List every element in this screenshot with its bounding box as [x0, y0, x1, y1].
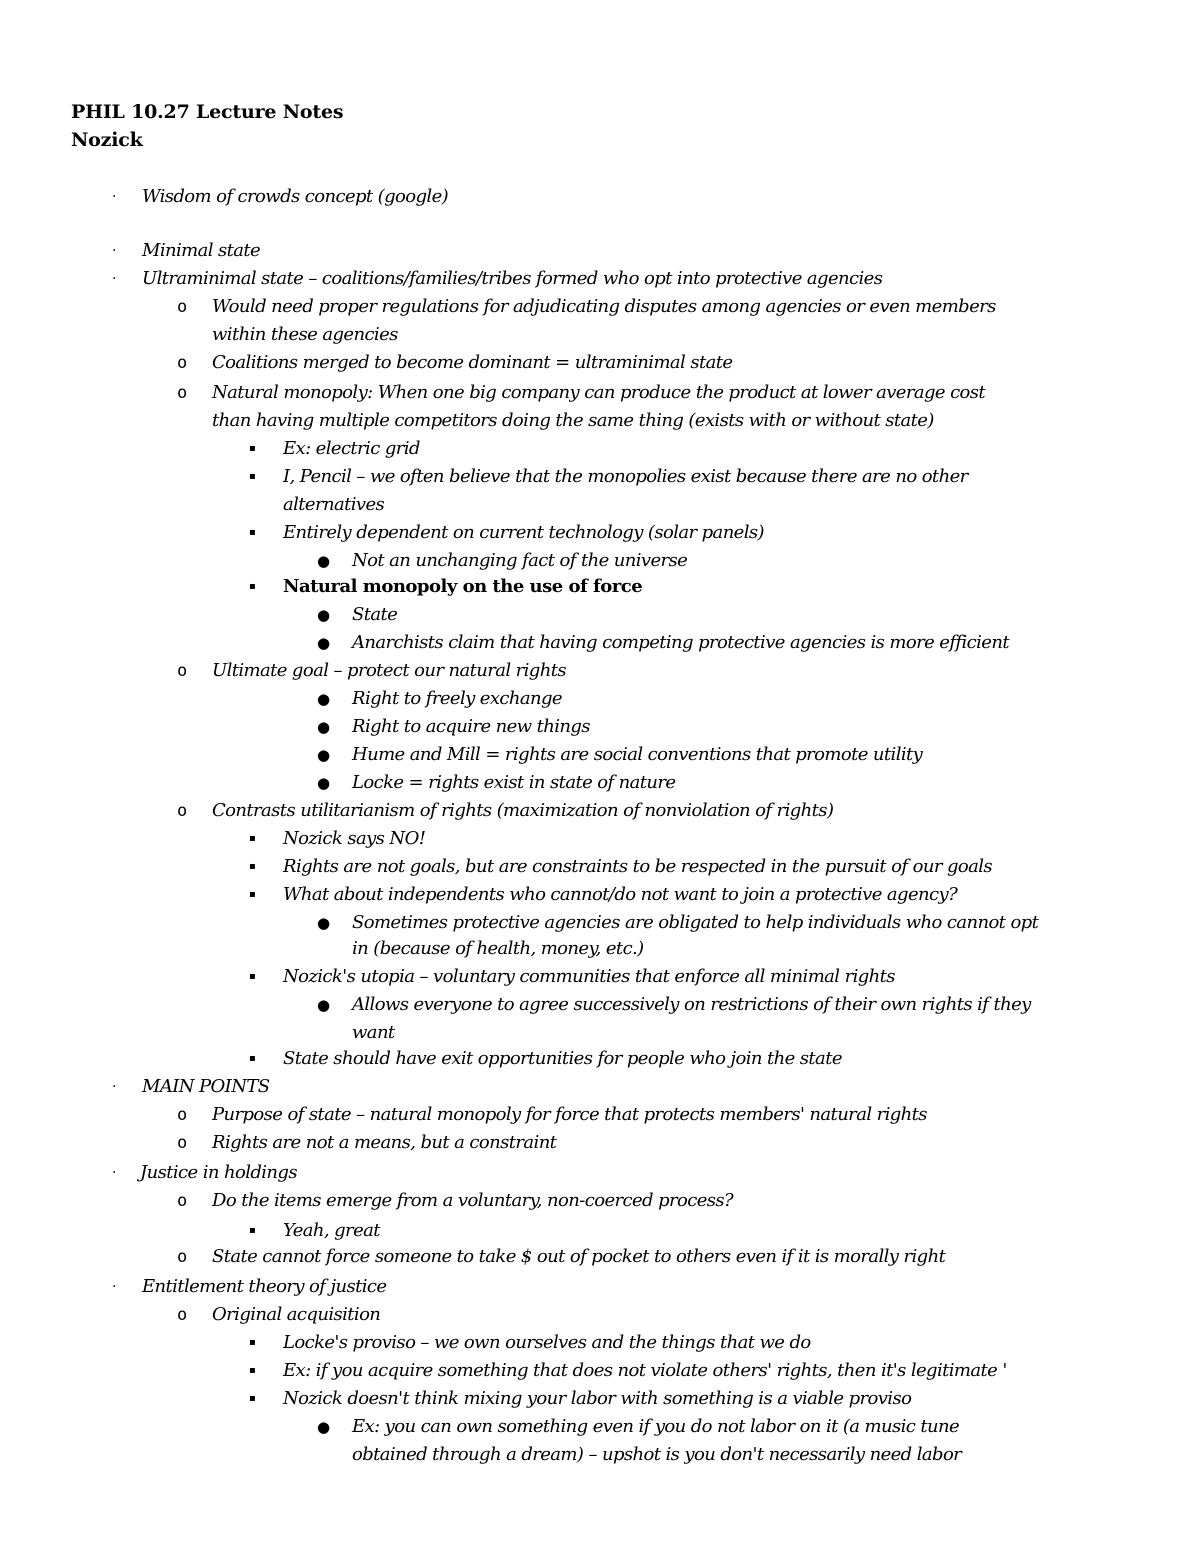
note-line: Locke's proviso – we own ourselves and the things that we do — [283, 1332, 811, 1353]
note-line: Nozick's utopia – voluntary communities that enforce all minimal rights — [283, 966, 895, 987]
note-line: Entitlement theory of justice — [142, 1276, 387, 1297]
sub-bullet-marker: o — [177, 1105, 188, 1125]
sub-bullet-marker: o — [177, 1247, 188, 1267]
round-bullet-marker: ● — [317, 996, 331, 1014]
note-line: MAIN POINTS — [142, 1076, 270, 1097]
round-bullet-marker: ● — [317, 914, 331, 932]
square-bullet-marker: ▪ — [249, 1053, 256, 1064]
square-bullet-marker: ▪ — [249, 1393, 256, 1404]
note-line: State — [352, 604, 398, 625]
square-bullet-marker: ▪ — [249, 527, 256, 538]
note-line: Ex: if you acquire something that does not violate others' rights, then it's legitimate ' — [283, 1360, 1007, 1381]
bullet-marker: · — [112, 1279, 117, 1295]
bullet-marker: · — [112, 189, 117, 205]
note-line: than having multiple competitors doing the same thing (exists with or without state) — [212, 410, 934, 431]
note-line: Coalitions merged to become dominant = ultraminimal state — [212, 352, 733, 373]
note-line: Ex: you can own something even if you do not labor on it (a music tune — [352, 1416, 960, 1437]
note-line: obtained through a dream) – upshot is you don't necessarily need labor — [352, 1444, 962, 1465]
bullet-marker: · — [112, 1079, 117, 1095]
note-line: Ultimate goal – protect our natural rights — [212, 660, 566, 681]
note-line: Wisdom of crowds concept (google) — [142, 186, 449, 207]
note-line: Yeah, great — [283, 1220, 380, 1241]
document-title: PHIL 10.27 Lecture Notes — [71, 101, 344, 123]
bullet-marker: · — [112, 271, 117, 287]
square-bullet-marker: ▪ — [249, 889, 256, 900]
note-line: Original acquisition — [212, 1304, 381, 1325]
round-bullet-marker: ● — [317, 718, 331, 736]
round-bullet-marker: ● — [317, 746, 331, 764]
round-bullet-marker: ● — [317, 552, 331, 570]
note-line: Nozick says NO! — [283, 828, 426, 849]
note-line: Hume and Mill = rights are social conventions that promote utility — [352, 744, 923, 765]
note-line: Anarchists claim that having competing protective agencies is more efficient — [352, 632, 1009, 653]
note-line: Rights are not goals, but are constraints to be respected in the pursuit of our goals — [283, 856, 993, 877]
note-line: Right to freely exchange — [352, 688, 562, 709]
round-bullet-marker: ● — [317, 1418, 331, 1436]
sub-bullet-marker: o — [177, 661, 188, 681]
note-line: Would need proper regulations for adjudicating disputes among agencies or even members — [212, 296, 996, 317]
note-line: Rights are not a means, but a constraint — [212, 1132, 557, 1153]
note-line: State cannot force someone to take $ out of pocket to others even if it is morally right — [212, 1246, 946, 1267]
note-line: Natural monopoly: When one big company can produce the product at lower average cost — [212, 382, 986, 403]
round-bullet-marker: ● — [317, 634, 331, 652]
note-line: want — [352, 1022, 395, 1043]
note-line: within these agencies — [212, 324, 398, 345]
sub-bullet-marker: o — [177, 297, 188, 317]
square-bullet-marker: ▪ — [249, 1365, 256, 1376]
square-bullet-marker: ▪ — [249, 861, 256, 872]
note-line: Entirely dependent on current technology (solar panels) — [283, 522, 764, 543]
note-line: Minimal state — [142, 240, 261, 261]
note-line: in (because of health, money, etc.) — [352, 938, 644, 959]
note-line: Purpose of state – natural monopoly for force that protects members' natural rights — [212, 1104, 927, 1125]
sub-bullet-marker: o — [177, 383, 188, 403]
square-bullet-marker: ▪ — [249, 581, 256, 592]
note-line-bold: Natural monopoly on the use of force — [283, 576, 643, 597]
note-line: Right to acquire new things — [352, 716, 590, 737]
note-line: I, Pencil – we often believe that the monopolies exist because there are no other — [283, 466, 968, 487]
note-line: Do the items emerge from a voluntary, non-coerced process? — [212, 1190, 734, 1211]
square-bullet-marker: ▪ — [249, 443, 256, 454]
note-line: Contrasts utilitarianism of rights (maximization of nonviolation of rights) — [212, 800, 834, 821]
square-bullet-marker: ▪ — [249, 1337, 256, 1348]
round-bullet-marker: ● — [317, 774, 331, 792]
note-line: Ultraminimal state – coalitions/families/tribes formed who opt into protective agencies — [142, 268, 883, 289]
note-line: What about independents who cannot/do not want to join a protective agency? — [283, 884, 958, 905]
note-line: Allows everyone to agree successively on restrictions of their own rights if they — [352, 994, 1031, 1015]
note-line: Justice in holdings — [140, 1162, 297, 1183]
note-line: alternatives — [283, 494, 385, 515]
sub-bullet-marker: o — [177, 353, 188, 373]
note-line: Ex: electric grid — [283, 438, 420, 459]
note-line: Sometimes protective agencies are obligated to help individuals who cannot opt — [352, 912, 1039, 933]
bullet-marker: · — [112, 243, 117, 259]
note-line: Not an unchanging fact of the universe — [352, 550, 688, 571]
note-line: Locke = rights exist in state of nature — [352, 772, 676, 793]
bullet-marker: · — [112, 1165, 117, 1181]
document-subtitle: Nozick — [71, 129, 143, 151]
sub-bullet-marker: o — [177, 1305, 188, 1325]
square-bullet-marker: ▪ — [249, 833, 256, 844]
square-bullet-marker: ▪ — [249, 971, 256, 982]
square-bullet-marker: ▪ — [249, 1225, 256, 1236]
round-bullet-marker: ● — [317, 606, 331, 624]
note-line: State should have exit opportunities for people who join the state — [283, 1048, 842, 1069]
round-bullet-marker: ● — [317, 690, 331, 708]
sub-bullet-marker: o — [177, 1133, 188, 1153]
note-line: Nozick doesn't think mixing your labor with something is a viable proviso — [283, 1388, 912, 1409]
sub-bullet-marker: o — [177, 1191, 188, 1211]
square-bullet-marker: ▪ — [249, 471, 256, 482]
sub-bullet-marker: o — [177, 801, 188, 821]
